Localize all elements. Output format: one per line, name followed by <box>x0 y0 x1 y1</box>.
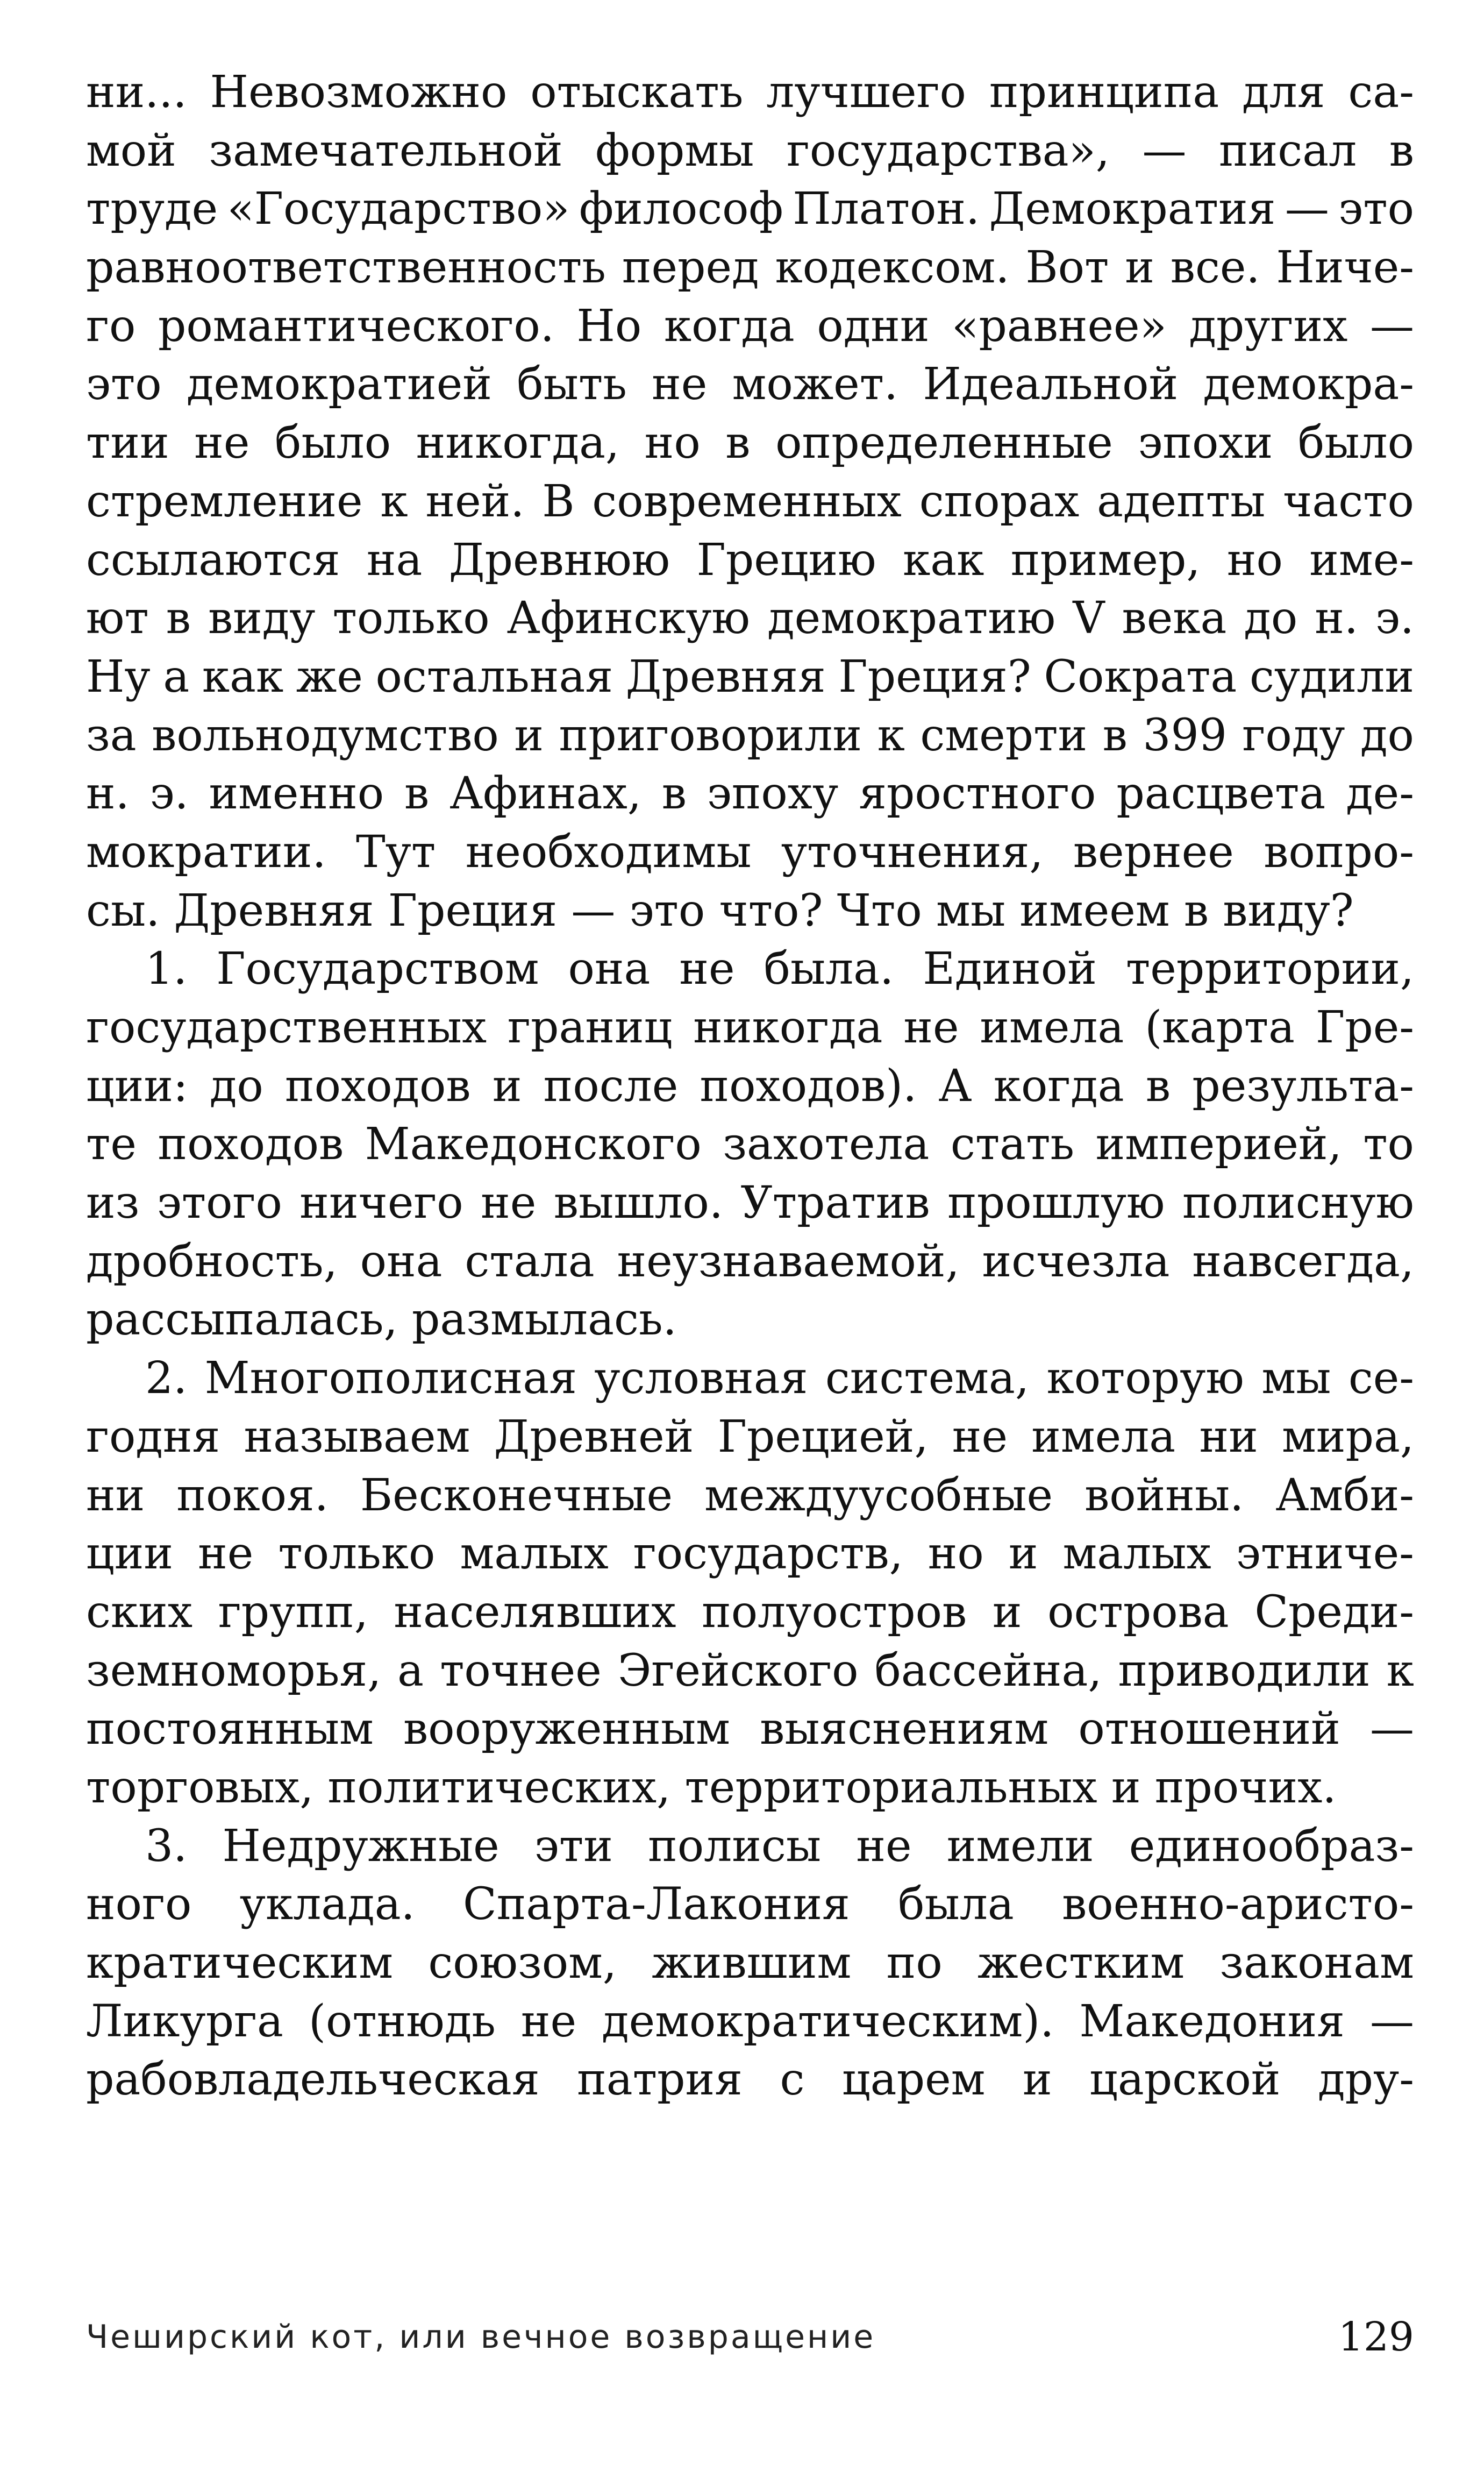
word: территории, <box>1125 943 1414 995</box>
word: ни... <box>86 67 187 118</box>
text-line <box>86 882 1414 941</box>
word: захотела <box>723 1119 930 1170</box>
word: адепты <box>1097 475 1266 527</box>
word: де- <box>1346 768 1414 820</box>
word: ного <box>86 1879 192 1930</box>
word: демократией <box>186 359 492 410</box>
word: земноморья, <box>86 1645 382 1696</box>
word: на <box>366 534 423 586</box>
word: стать <box>950 1119 1075 1170</box>
word: жившим <box>652 1937 852 1988</box>
text-line <box>86 1291 1414 1349</box>
text-line <box>86 473 1414 531</box>
word: Спарта-Лакония <box>463 1879 850 1930</box>
word: результа- <box>1192 1060 1414 1112</box>
word: тии <box>86 417 169 469</box>
word: то <box>1363 1119 1414 1170</box>
text-line <box>86 1993 1414 2051</box>
word: пример, <box>1010 534 1201 586</box>
word: го <box>86 300 136 352</box>
word: Единой <box>923 943 1097 995</box>
word: н. <box>1315 593 1358 644</box>
word: Но <box>576 300 642 352</box>
text-line <box>86 940 1414 999</box>
word: Ликурга <box>86 1995 283 2047</box>
text-line <box>86 297 1414 356</box>
text-line <box>86 1700 1414 1759</box>
word: Государством <box>216 943 539 995</box>
word: быть <box>517 359 627 410</box>
word: Македония <box>1079 1995 1345 2047</box>
word: вышло. <box>553 1177 723 1229</box>
word: эпохи <box>1138 417 1273 469</box>
word: демокра- <box>1203 359 1414 410</box>
text-line <box>86 589 1414 648</box>
word: в <box>1102 709 1128 761</box>
word: государственных <box>86 1002 487 1053</box>
word: других <box>1189 300 1348 352</box>
word: — <box>1370 300 1414 352</box>
word: ссылаются <box>86 534 340 586</box>
word: полуостров <box>702 1586 967 1638</box>
word: Гре- <box>1315 1002 1414 1053</box>
word: исчезла <box>982 1235 1170 1287</box>
word: ских <box>86 1586 193 1638</box>
word: демократическим). <box>602 1995 1054 2047</box>
word: система, <box>825 1353 1030 1404</box>
word: а <box>163 651 190 702</box>
word: уклада. <box>239 1879 415 1930</box>
word: Утратив <box>740 1177 930 1229</box>
word: государства», <box>786 125 1110 176</box>
word: для <box>1242 67 1325 118</box>
word: дробность, <box>86 1235 338 1287</box>
word: Вот <box>1025 242 1109 294</box>
word: стремление <box>86 475 363 527</box>
text-line <box>86 1349 1414 1408</box>
text-line <box>86 63 1414 122</box>
word: было <box>1297 417 1414 469</box>
word: все. <box>1170 242 1260 294</box>
word: э. <box>1375 593 1414 644</box>
word: ничего <box>299 1177 463 1229</box>
word: мы <box>1261 1353 1331 1404</box>
word: в <box>1145 1060 1171 1112</box>
word: эпоху <box>707 768 839 820</box>
word: Что <box>837 885 922 936</box>
word: покоя. <box>176 1469 329 1521</box>
text-line <box>86 707 1414 765</box>
word: не <box>481 1177 537 1229</box>
word: Древнюю <box>448 534 670 586</box>
text-line <box>86 1233 1414 1291</box>
word: (отнюдь <box>308 1995 496 2047</box>
word: населявших <box>394 1586 676 1638</box>
word: равноответственность <box>86 242 606 294</box>
text-line <box>86 1408 1414 1467</box>
word: Афинах, <box>450 768 641 820</box>
word: А <box>938 1060 972 1112</box>
word: мы <box>936 885 1006 936</box>
word: не <box>679 943 735 995</box>
word: что? <box>719 885 823 936</box>
text-line <box>86 2051 1414 2109</box>
body-text <box>86 63 1414 2109</box>
word: вооруженным <box>403 1703 730 1755</box>
word: как <box>903 534 984 586</box>
word: приводили <box>1118 1645 1371 1696</box>
word: н. <box>86 768 130 820</box>
word: труде <box>86 183 218 235</box>
text-line <box>86 823 1414 882</box>
word: это <box>1338 183 1414 235</box>
word: когда <box>663 300 795 352</box>
word: годня <box>86 1411 220 1462</box>
word: спорах <box>919 475 1080 527</box>
word: междуусобные <box>704 1469 1053 1521</box>
word: са- <box>1348 67 1414 118</box>
word: не <box>520 1995 577 2047</box>
text-line <box>86 1057 1414 1116</box>
word: ней. <box>425 475 525 527</box>
word: за <box>86 709 137 761</box>
word: полисную <box>1182 1177 1414 1229</box>
word: это <box>86 359 162 410</box>
word: приговорили <box>559 709 862 761</box>
word: выяснениям <box>760 1703 1049 1755</box>
word: име- <box>1309 534 1414 586</box>
word: году <box>1242 709 1345 761</box>
word: э. <box>149 768 189 820</box>
word: по <box>886 1937 943 1988</box>
word: вольнодумство <box>152 709 499 761</box>
word: а <box>397 1645 424 1696</box>
word: законам <box>1219 1937 1414 1988</box>
word: и <box>1022 2054 1052 2106</box>
word: и <box>1111 1761 1141 1813</box>
word: мократии. <box>86 826 326 878</box>
word: замечательной <box>209 125 563 176</box>
word: и <box>992 1586 1022 1638</box>
page-number: 129 <box>1338 2314 1414 2360</box>
word: из <box>86 1177 140 1229</box>
word: Эгейского <box>617 1645 859 1696</box>
word: полисы <box>648 1820 822 1872</box>
word: Бесконечные <box>360 1469 673 1521</box>
word: смерти <box>920 709 1088 761</box>
word: союзом, <box>428 1937 617 1988</box>
text-line <box>86 414 1414 473</box>
page-footer <box>86 2313 1414 2361</box>
word: — <box>1142 125 1187 176</box>
word: Сократа <box>1044 651 1237 702</box>
word: империей, <box>1095 1119 1342 1170</box>
word: прошлую <box>947 1177 1165 1229</box>
word: отыскать <box>530 67 744 118</box>
word: было <box>275 417 391 469</box>
word: территориальных <box>684 1761 1097 1813</box>
word: прочих. <box>1154 1761 1337 1813</box>
word: неузнаваемой, <box>617 1235 960 1287</box>
text-line <box>86 122 1414 181</box>
word: определенные <box>775 417 1113 469</box>
word: когда <box>993 1060 1124 1112</box>
word: лучшего <box>766 67 966 118</box>
word: Грецией, <box>717 1411 929 1462</box>
word: не <box>194 417 250 469</box>
word: 2. <box>145 1353 188 1404</box>
word: малых <box>460 1528 609 1580</box>
text-line <box>86 999 1414 1057</box>
word: как <box>202 651 284 702</box>
text-line <box>86 180 1414 239</box>
word: и <box>1125 242 1154 294</box>
word: рассыпалась, <box>86 1294 398 1346</box>
word: се- <box>1348 1353 1414 1404</box>
word: вернее <box>1073 826 1234 878</box>
text-line <box>86 1876 1414 1934</box>
word: Грецию <box>696 534 876 586</box>
word: политических, <box>327 1761 671 1813</box>
word: никогда <box>693 1002 883 1053</box>
word: сы. <box>86 885 160 936</box>
word: Ну <box>86 651 151 702</box>
word: только <box>278 1528 436 1580</box>
word: Амби- <box>1275 1469 1414 1521</box>
word: но <box>1226 534 1283 586</box>
word: эти <box>534 1820 613 1872</box>
word: судили <box>1249 651 1414 702</box>
word: походов <box>284 1060 471 1112</box>
text-line <box>86 1583 1414 1642</box>
word: Невозможно <box>210 67 508 118</box>
word: после <box>543 1060 679 1112</box>
word: имели <box>946 1820 1094 1872</box>
word: границ <box>508 1002 673 1053</box>
word: «Государство» <box>227 183 570 235</box>
word: Древняя <box>625 651 826 702</box>
word: Тут <box>355 826 436 878</box>
word: — <box>571 885 616 936</box>
word: жестким <box>978 1937 1185 1988</box>
word: этого <box>156 1177 282 1229</box>
word: философ <box>579 183 783 235</box>
word: ции <box>86 1528 174 1580</box>
word: в <box>1389 125 1414 176</box>
word: царской <box>1089 2054 1281 2106</box>
word: она <box>360 1235 443 1287</box>
word: современных <box>592 475 902 527</box>
word: виду? <box>1223 885 1354 936</box>
word: к <box>877 709 905 761</box>
word: точнее <box>440 1645 602 1696</box>
word: походов <box>158 1119 344 1170</box>
word: романтического. <box>158 300 554 352</box>
word: века <box>1122 593 1227 644</box>
word: Многополисная <box>204 1353 577 1404</box>
word: мира, <box>1282 1411 1414 1462</box>
word: была. <box>764 943 894 995</box>
word: — <box>1369 1995 1414 2047</box>
word: кратическим <box>86 1937 393 1988</box>
word: это <box>629 885 705 936</box>
word: до <box>1244 593 1298 644</box>
word: Древней <box>494 1411 694 1462</box>
word: 1. <box>145 943 188 995</box>
word: навсегда, <box>1192 1235 1414 1287</box>
word: до <box>1360 709 1414 761</box>
word: бассейна, <box>874 1645 1102 1696</box>
word: остальная <box>375 651 613 702</box>
word: и <box>1008 1528 1038 1580</box>
word: к <box>1386 1645 1414 1696</box>
word: ни <box>1199 1411 1258 1462</box>
word: Древняя <box>174 885 374 936</box>
word: условная <box>594 1353 808 1404</box>
word: принципа <box>989 67 1219 118</box>
word: рабовладельческая <box>86 2054 540 2106</box>
text-line <box>86 1174 1414 1233</box>
word: этниче- <box>1236 1528 1414 1580</box>
word: имела <box>980 1002 1124 1053</box>
word: размылась. <box>411 1294 677 1346</box>
text-line <box>86 1525 1414 1583</box>
word: групп, <box>218 1586 368 1638</box>
word: мой <box>86 125 176 176</box>
word: в <box>725 417 751 469</box>
word: ни <box>86 1469 145 1521</box>
text-line <box>86 239 1414 297</box>
word: уточнения, <box>781 826 1044 878</box>
word: виду <box>208 593 316 644</box>
word: ции: <box>86 1060 188 1112</box>
word: те <box>86 1119 137 1170</box>
text-line <box>86 1934 1414 1993</box>
word: «равнее» <box>952 300 1167 352</box>
word: Македонского <box>365 1119 702 1170</box>
word: именно <box>209 768 384 820</box>
word: малых <box>1062 1528 1211 1580</box>
word: не <box>952 1411 1008 1462</box>
word: но <box>928 1528 984 1580</box>
word: единообраз- <box>1129 1820 1414 1872</box>
word: демократию <box>767 593 1056 644</box>
word: часто <box>1283 475 1414 527</box>
word: (карта <box>1145 1002 1295 1053</box>
text-line <box>86 356 1414 414</box>
word: 399 <box>1143 709 1227 761</box>
text-line <box>86 531 1414 590</box>
word: Афинскую <box>506 593 751 644</box>
word: формы <box>595 125 754 176</box>
word: 3. <box>145 1820 188 1872</box>
text-line <box>86 765 1414 823</box>
word: В <box>542 475 575 527</box>
word: царем <box>841 2054 986 2106</box>
word: но <box>644 417 701 469</box>
word: — <box>1285 183 1329 235</box>
word: писал <box>1219 125 1357 176</box>
word: острова <box>1047 1586 1229 1638</box>
word: V <box>1073 593 1105 644</box>
word: Греция? <box>838 651 1031 702</box>
word: стала <box>465 1235 595 1287</box>
word: Среди- <box>1254 1586 1414 1638</box>
word: торговых, <box>86 1761 314 1813</box>
running-title: Чеширский кот, или вечное возвращение <box>86 2318 876 2356</box>
word: войны. <box>1085 1469 1244 1521</box>
word: расцвета <box>1116 768 1326 820</box>
word: военно-аристо- <box>1062 1879 1414 1930</box>
word: к <box>380 475 408 527</box>
word: Греция <box>388 885 558 936</box>
word: необходимы <box>465 826 752 878</box>
word: называем <box>244 1411 470 1462</box>
word: не <box>856 1820 912 1872</box>
word: не <box>903 1002 959 1053</box>
word: Идеальной <box>923 359 1179 410</box>
word: никогда, <box>416 417 620 469</box>
word: кодексом. <box>775 242 1010 294</box>
word: дру- <box>1318 2054 1414 2106</box>
word: Демократия <box>989 183 1276 235</box>
word: была <box>898 1879 1014 1930</box>
word: — <box>1369 1703 1414 1755</box>
word: одни <box>817 300 930 352</box>
word: патрия <box>577 2054 743 2106</box>
word: имеем <box>1019 885 1170 936</box>
word: яростного <box>859 768 1096 820</box>
word: перед <box>622 242 759 294</box>
text-line <box>86 1467 1414 1525</box>
word: не <box>198 1528 254 1580</box>
word: и <box>492 1060 522 1112</box>
word: Платон. <box>793 183 980 235</box>
word: до <box>209 1060 263 1112</box>
word: ют <box>86 593 149 644</box>
word: походов). <box>700 1060 917 1112</box>
word: только <box>332 593 490 644</box>
text-line <box>86 648 1414 707</box>
word: с <box>780 2054 805 2106</box>
word: государств, <box>633 1528 903 1580</box>
text-line <box>86 1116 1414 1174</box>
text-line <box>86 1642 1414 1701</box>
word: Недружные <box>222 1820 500 1872</box>
word: не <box>652 359 708 410</box>
word: в <box>404 768 430 820</box>
word: в <box>661 768 687 820</box>
word: Ниче- <box>1276 242 1414 294</box>
word: вопро- <box>1264 826 1414 878</box>
word: же <box>296 651 363 702</box>
word: в <box>1183 885 1209 936</box>
word: отношений <box>1078 1703 1340 1755</box>
word: постоянным <box>86 1703 374 1755</box>
word: может. <box>732 359 898 410</box>
word: в <box>166 593 191 644</box>
word: и <box>514 709 544 761</box>
text-line <box>86 1817 1414 1876</box>
word: которую <box>1046 1353 1244 1404</box>
word: имела <box>1031 1411 1176 1462</box>
text-line <box>86 1759 1414 1817</box>
word: она <box>568 943 651 995</box>
